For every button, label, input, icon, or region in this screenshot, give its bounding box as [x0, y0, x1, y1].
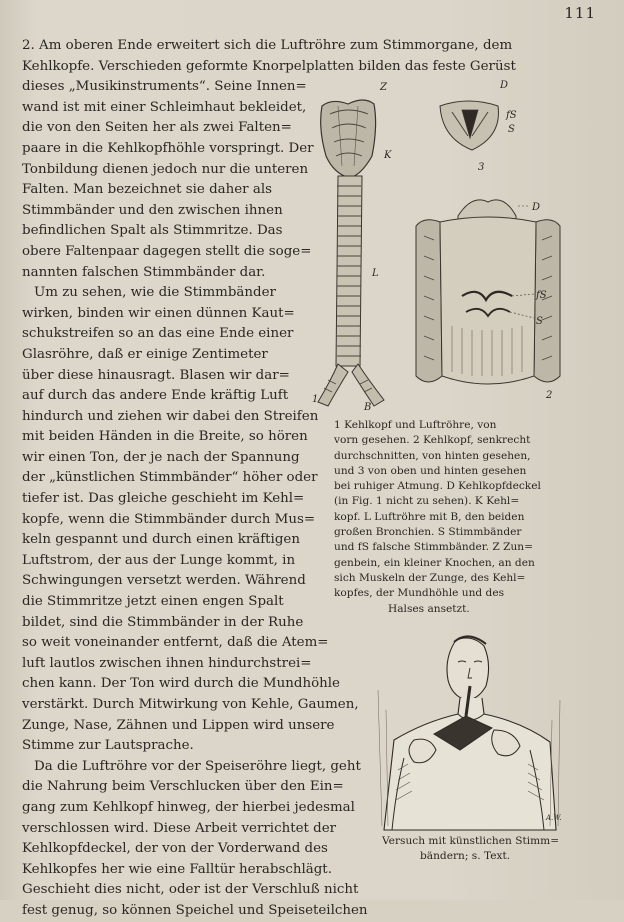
text-line: wirken, binden wir einen dünnen Kaut=: [22, 305, 295, 321]
caption-line: sich Muskeln der Zunge, des Kehl=: [334, 571, 526, 584]
text-line: verschlossen wird. Diese Arbeit verrichtet der: [22, 820, 337, 836]
text-line: obere Faltenpaar dagegen stellt die soge=: [22, 243, 312, 259]
caption-line: bändern; s. Text.: [420, 850, 511, 863]
text-line: nannten falschen Stimmbänder dar.: [22, 264, 266, 280]
text-line: die Nahrung beim Verschlucken über den Ein=: [22, 779, 344, 795]
text-line: Zunge, Nase, Zähnen und Lippen wird unsere: [22, 717, 335, 733]
caption-line: großen Bronchien. S Stimmbänder: [334, 526, 522, 539]
caption-line: und 3 von oben und hinten gesehen: [334, 464, 527, 477]
label-b: B: [364, 402, 372, 413]
larynx-illustration: [312, 76, 568, 416]
fig3-larynx-top-view: [440, 101, 498, 150]
text-line: Da die Luftröhre vor der Speiseröhre liegt, geht: [34, 758, 361, 774]
text-line: fest genug, so können Speichel und Speiseteilchen: [22, 902, 368, 918]
artist-signature: A.W.: [546, 814, 562, 822]
caption-line: und fS falsche Stimmbänder. Z Zun=: [334, 541, 534, 554]
text-line: 2. Am oberen Ende erweitert sich die Luftröhre zum Stimmorgane, dem: [22, 38, 513, 53]
label-s-top: S: [508, 124, 515, 135]
caption-line: genbein, ein kleiner Knochen, an den: [334, 556, 535, 569]
experiment-figure: [374, 630, 564, 830]
text-line: wir einen Ton, der je nach der Spannung: [22, 449, 300, 465]
text-line: befindlichen Spalt als Stimmritze. Das: [22, 223, 283, 239]
label-fig-1: 1: [312, 394, 319, 405]
text-line: mit beiden Händen in die Breite, so hören: [22, 429, 308, 445]
text-line: Geschieht dies nicht, oder ist der Verschluß nicht: [22, 882, 359, 898]
caption-line: bei ruhiger Atmung. D Kehlkopfdeckel: [334, 480, 541, 493]
text-line: auf durch das andere Ende kräftig Luft: [22, 388, 289, 404]
text-line: Stimme zur Lautsprache.: [22, 738, 194, 754]
text-line: verstärkt. Durch Mitwirkung von Kehle, Gaumen,: [22, 697, 359, 713]
experiment-illustration: [374, 630, 564, 830]
text-line: Kehlkopfe. Verschieden geformte Knorpelplatten bilden das feste Gerüst: [22, 58, 516, 74]
label-s-mid: S: [536, 316, 543, 327]
text-line: Luftstrom, der aus der Lunge kommt, in: [22, 552, 296, 568]
text-line: keln gespannt und durch einen kräftigen: [22, 532, 300, 548]
label-k: K: [384, 150, 392, 161]
text-line: chen kann. Der Ton wird durch die Mundhöhle: [22, 676, 340, 692]
text-line: bildet, sind die Stimmbänder in der Ruhe: [22, 614, 304, 630]
text-line: Stimmbänder und den zwischen ihnen: [22, 202, 283, 218]
text-line: gang zum Kehlkopf hinweg, der hierbei jedesmal: [22, 799, 355, 815]
label-fig-2: 2: [546, 390, 553, 401]
caption-line: kopfes, der Mundhöhle und des: [334, 587, 505, 600]
caption-line: Halses ansetzt.: [388, 602, 470, 615]
label-fs-mid: fS: [536, 290, 547, 301]
page-number: 111: [564, 4, 596, 22]
larynx-caption: [334, 418, 560, 617]
label-l: L: [372, 268, 379, 279]
text-line: Kehlkopfes her wie eine Falltür herabschlägt.: [22, 861, 332, 877]
caption-line: vorn gesehen. 2 Kehlkopf, senkrecht: [334, 434, 531, 447]
text-line: tiefer ist. Das gleiche geschieht im Kehl=: [22, 491, 305, 507]
text-line: Falten. Man bezeichnet sie daher als: [22, 182, 272, 198]
left-column-text: [22, 98, 368, 922]
text-line: paare in die Kehlkopfhöhle vorspringt. Der: [22, 140, 314, 156]
text-line: Schwingungen versetzt werden. Während: [22, 573, 306, 589]
label-z: Z: [380, 82, 387, 93]
text-line: über diese hinausragt. Blasen wir dar=: [22, 367, 290, 383]
text-line: luft lautlos zwischen ihnen hindurchstrei=: [22, 655, 312, 671]
text-line: so weit voneinander entfernt, daß die Atem=: [22, 635, 329, 651]
label-fig-3: 3: [478, 162, 485, 173]
text-line: schukstreifen so an das eine Ende einer: [22, 326, 294, 342]
label-d-mid: D: [532, 202, 541, 213]
text-line: wand ist mit einer Schleimhaut bekleidet,: [22, 99, 307, 115]
caption-line: durchschnitten, von hinten gesehen,: [334, 449, 531, 462]
text-line: der „künstlichen Stimmbänder“ höher oder: [22, 470, 318, 486]
larynx-figure: [312, 76, 568, 416]
text-line: Glasröhre, daß er einige Zentimeter: [22, 346, 268, 362]
text-line: kopfe, wenn die Stimmbänder durch Mus=: [22, 511, 316, 527]
caption-line: (in Fig. 1 nicht zu sehen). K Kehl=: [334, 495, 520, 508]
text-line: hindurch und ziehen wir dabei den Streifen: [22, 408, 319, 424]
caption-line: kopf. L Luftröhre mit B, den beiden: [334, 510, 525, 523]
fig1-larynx-trachea: [318, 100, 384, 406]
label-d-top: D: [500, 80, 509, 91]
text-line: Tonbildung dienen jedoch nur die unteren: [22, 161, 309, 177]
caption-line: 1 Kehlkopf und Luftröhre, von: [334, 419, 497, 431]
text-line: die Stimmritze jetzt einen engen Spalt: [22, 594, 284, 610]
text-line: Um zu sehen, wie die Stimmbänder: [34, 285, 276, 301]
text-line: Kehlkopfdeckel, der von der Vorderwand des: [22, 841, 328, 857]
experiment-caption: [382, 834, 572, 865]
text-line: die von den Seiten her als zwei Falten=: [22, 120, 292, 136]
text-line: dieses „Musikinstruments“. Seine Innen=: [22, 79, 307, 95]
caption-line: Versuch mit künstlichen Stimm=: [382, 835, 560, 847]
label-fs-top: fS: [506, 110, 517, 121]
